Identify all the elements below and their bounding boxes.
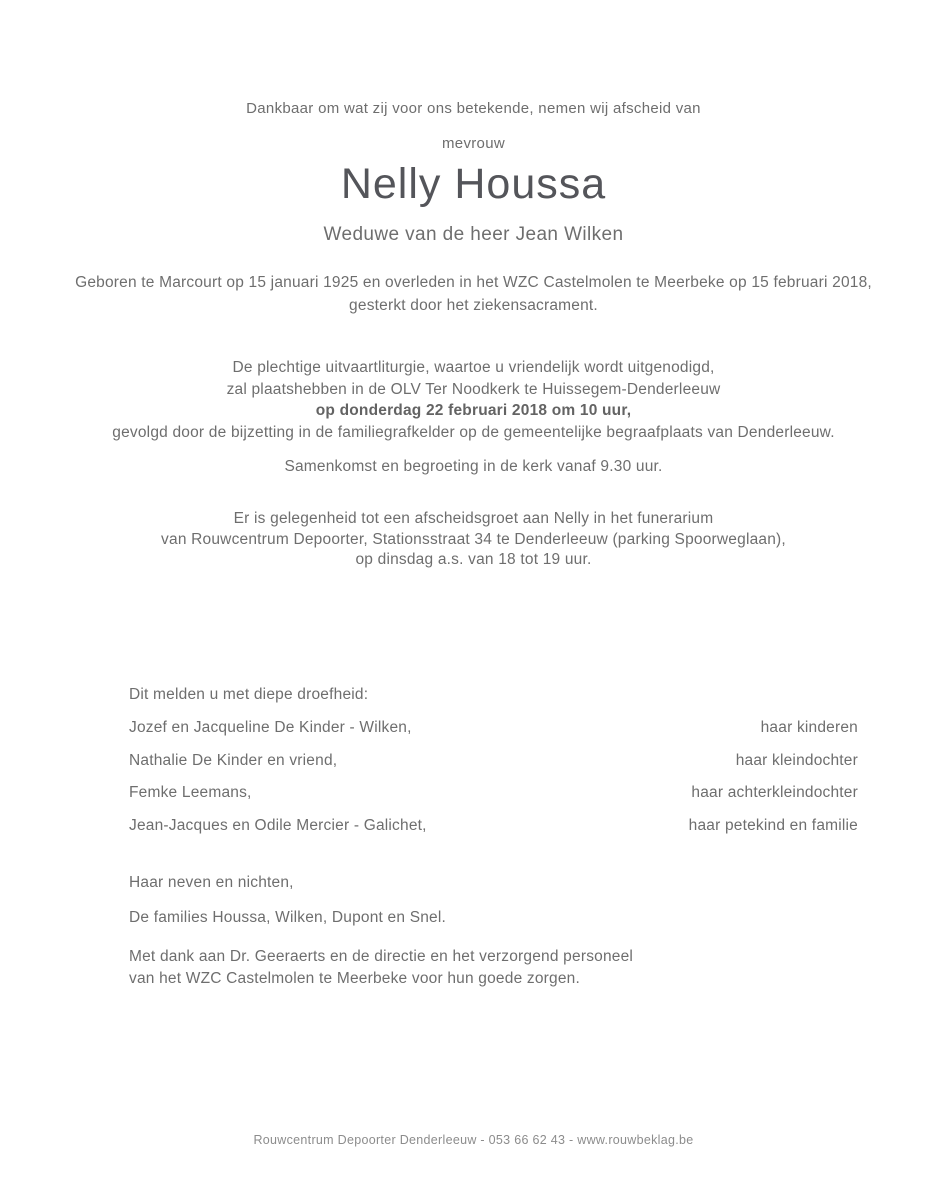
service-line-2: zal plaatshebben in de OLV Ter Noodkerk te Huissegem-Denderleeuw	[226, 380, 721, 398]
honorific: mevrouw	[442, 135, 505, 152]
service-date-line: op donderdag 22 februari 2018 om 10 uur,	[315, 402, 632, 419]
family-row	[129, 750, 858, 772]
family-row-relation: haar achterkleindochter	[691, 784, 858, 801]
family-row-relation: haar kinderen	[760, 719, 858, 736]
relatives-line: Haar neven en nichten,	[129, 874, 294, 891]
gathering-line: Samenkomst en begroeting in de kerk vanaf 9.30 uur.	[284, 458, 663, 475]
family-row-relation: haar kleindochter	[735, 752, 858, 769]
thanks-line-2: van het WZC Castelmolen te Meerbeke voor hun goede zorgen.	[129, 970, 581, 987]
thanks-paragraph	[129, 946, 858, 990]
family-row-names: Nathalie De Kinder en vriend,	[129, 752, 338, 769]
family-row	[129, 815, 858, 837]
family-row-names: Femke Leemans,	[129, 784, 252, 801]
family-row	[129, 782, 858, 804]
farewell-line-3: op dinsdag a.s. van 18 tot 19 uur.	[355, 551, 592, 568]
birth-death-paragraph	[40, 271, 907, 317]
families-line: De families Houssa, Wilken, Dupont en Snel.	[129, 909, 447, 926]
family-row-names: Jean-Jacques en Odile Mercier - Galichet,	[129, 817, 427, 834]
intro-line: Dankbaar om wat zij voor ons betekende, nemen wij afscheid van	[246, 100, 701, 117]
deceased-name: Nelly Houssa	[340, 160, 607, 208]
family-row-names: Jozef en Jacqueline De Kinder - Wilken,	[129, 719, 412, 736]
birth-death-line-1: Geboren te Marcourt op 15 januari 1925 en overleden in het WZC Castelmolen te Meerbeke op 15 februari 2018,	[75, 274, 872, 291]
farewell-line-2: van Rouwcentrum Depoorter, Stationsstraat 34 te Denderleeuw (parking Spoorweglaan),	[161, 530, 786, 548]
farewell-paragraph	[40, 509, 907, 571]
farewell-line-1: Er is gelegenheid tot een afscheidsgroet aan Nelly in het funerarium	[233, 510, 714, 527]
funeral-home-footer: Rouwcentrum Depoorter Denderleeuw - 053 66 62 43 - www.rouwbeklag.be	[253, 1133, 694, 1147]
service-line-1: De plechtige uitvaartliturgie, waartoe u vriendelijk wordt uitgenodigd,	[232, 359, 715, 376]
birth-death-line-2: gesterkt door het ziekensacrament.	[349, 297, 598, 314]
funeral-service-paragraph	[40, 357, 907, 443]
family-intro-line: Dit melden u met diepe droefheid:	[129, 686, 369, 703]
widow-subtitle: Weduwe van de heer Jean Wilken	[323, 224, 624, 245]
family-row-relation: haar petekind en familie	[688, 817, 858, 834]
service-line-4: gevolgd door de bijzetting in de familiegrafkelder op de gemeentelijke begraafplaats van Denderleeuw.	[112, 423, 835, 441]
family-row	[129, 717, 858, 739]
thanks-line-1: Met dank aan Dr. Geeraerts en de directie en het verzorgend personeel	[129, 948, 634, 965]
